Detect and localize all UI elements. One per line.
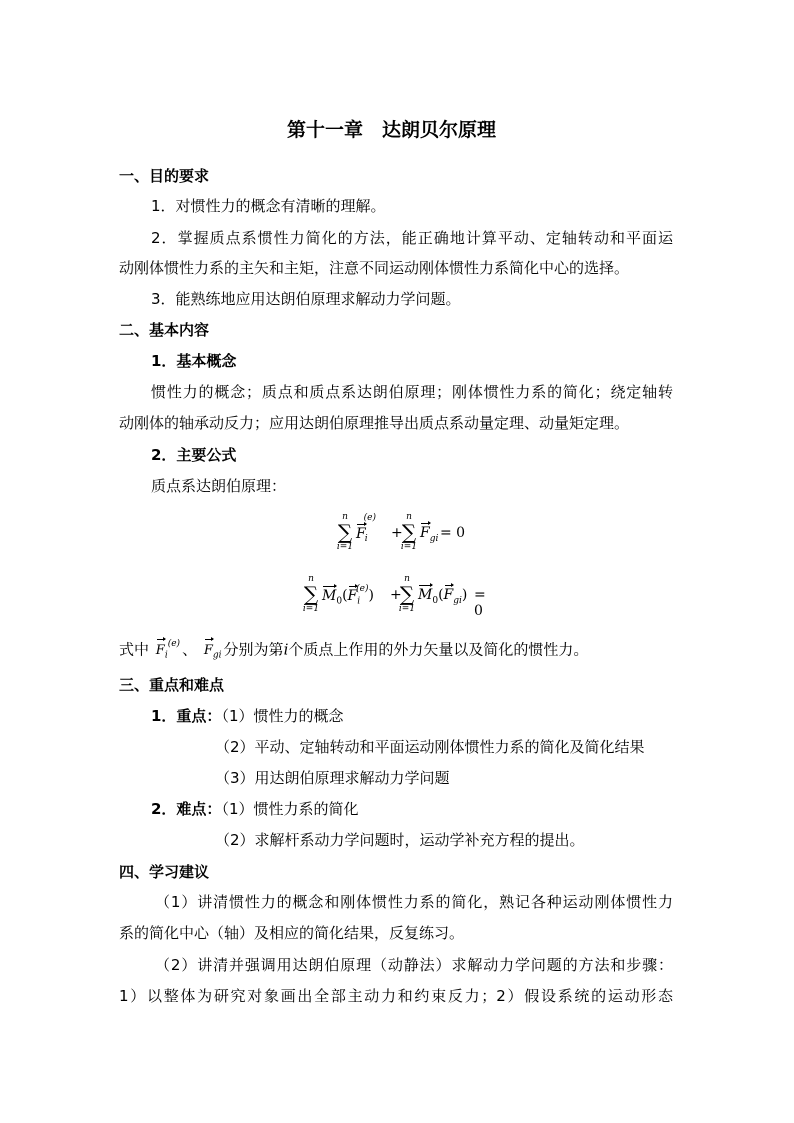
formula-intro: 质点系达朗伯原理： [151,477,287,495]
external-moment-term: $M_0(F_i^{(e)})$ [322,584,374,607]
external-force-symbol: $F_i^{(e)}$ [155,639,181,661]
inertia-moment-term: $M_0(F_{gi})$ [418,587,468,606]
subheading-basic-concepts: 1．基本概念 [151,352,237,370]
key-point-3: （3）用达朗伯原理求解动力学问题 [215,769,450,787]
goal-item-1: 1．对惯性力的概念有清晰的理解。 [151,197,386,215]
concepts-line-1: 惯性力的概念；质点和质点系达朗伯原理；刚体惯性力系的简化；绕定轴转 [151,383,673,401]
key-points-label: 1．重点： [151,707,222,725]
advice-2-line-1: （2）讲清并强调用达朗伯原理（动静法）求解动力学问题的方法和步骤： [155,956,673,974]
inertia-force-term: $F_{gi}$ [420,525,439,544]
inertia-force-symbol: $F_{gi}$ [203,643,222,661]
external-force-term: $F_i^{(e)}$ [356,513,376,545]
difficulty-2: （2）求解杆系动力学问题时，运动学补充方程的提出。 [215,831,585,849]
advice-1-line-2: 系的简化中心（轴）及相应的简化结果，反复练习。 [119,924,465,942]
formula-force-balance [328,512,468,558]
difficulties-label: 2．难点： [151,800,222,818]
goal-item-3: 3．能熟练地应用达朗伯原理求解动力学问题。 [151,290,461,308]
key-point-2: （2）平动、定轴转动和平面运动刚体惯性力系的简化及简化结果 [215,738,645,756]
section-heading-goals: 一、目的要求 [119,167,210,185]
section-heading-key-points: 三、重点和难点 [119,676,225,694]
plus-sign: + [390,587,402,603]
goal-item-2-line-1: 2．掌握质点系惯性力简化的方法，能正确地计算平动、定轴转动和平面运 [151,229,673,247]
sum-symbol: n ∑ i=1 [398,574,416,614]
plus-sign: + [391,525,403,541]
sum-symbol: n ∑ i=1 [336,512,354,552]
section-heading-study-advice: 四、学习建议 [119,863,210,881]
subheading-main-formulas: 2．主要公式 [151,446,237,464]
equals-zero: = 0 [440,525,466,541]
sum-symbol: n ∑ i=1 [302,574,320,614]
formula-explanation: 式中 $F_i^{(e)}$ 、 $F_{gi}$ 分别为第i个质点上作用的外力矢量以及简化的惯性力。 [119,639,589,661]
concepts-line-2: 动刚体的轴承动反力；应用达朗伯原理推导出质点系动量定理、动量矩定理。 [119,414,630,432]
equals-zero: = 0 [474,587,486,619]
formula-moment-balance [298,574,498,620]
advice-1-line-1: （1）讲清惯性力的概念和刚体惯性力系的简化，熟记各种运动刚体惯性力 [155,893,673,911]
difficulties-row-1 [151,799,358,819]
goal-item-2-line-2: 动刚体惯性力系的主矢和主矩，注意不同运动刚体惯性力系简化中心的选择。 [119,259,630,277]
page-title: 第十一章 达朗贝尔原理 [287,119,497,141]
section-heading-content: 二、基本内容 [119,321,210,339]
difficulty-1: （1）惯性力系的简化 [221,800,359,818]
key-point-1: （1）惯性力的概念 [221,707,344,725]
advice-2-line-2: 1）以整体为研究对象画出全部主动力和约束反力；2）假设系统的运动形态 [119,987,673,1005]
key-points-row-1 [151,706,343,726]
sum-symbol: n ∑ i=1 [400,512,418,552]
